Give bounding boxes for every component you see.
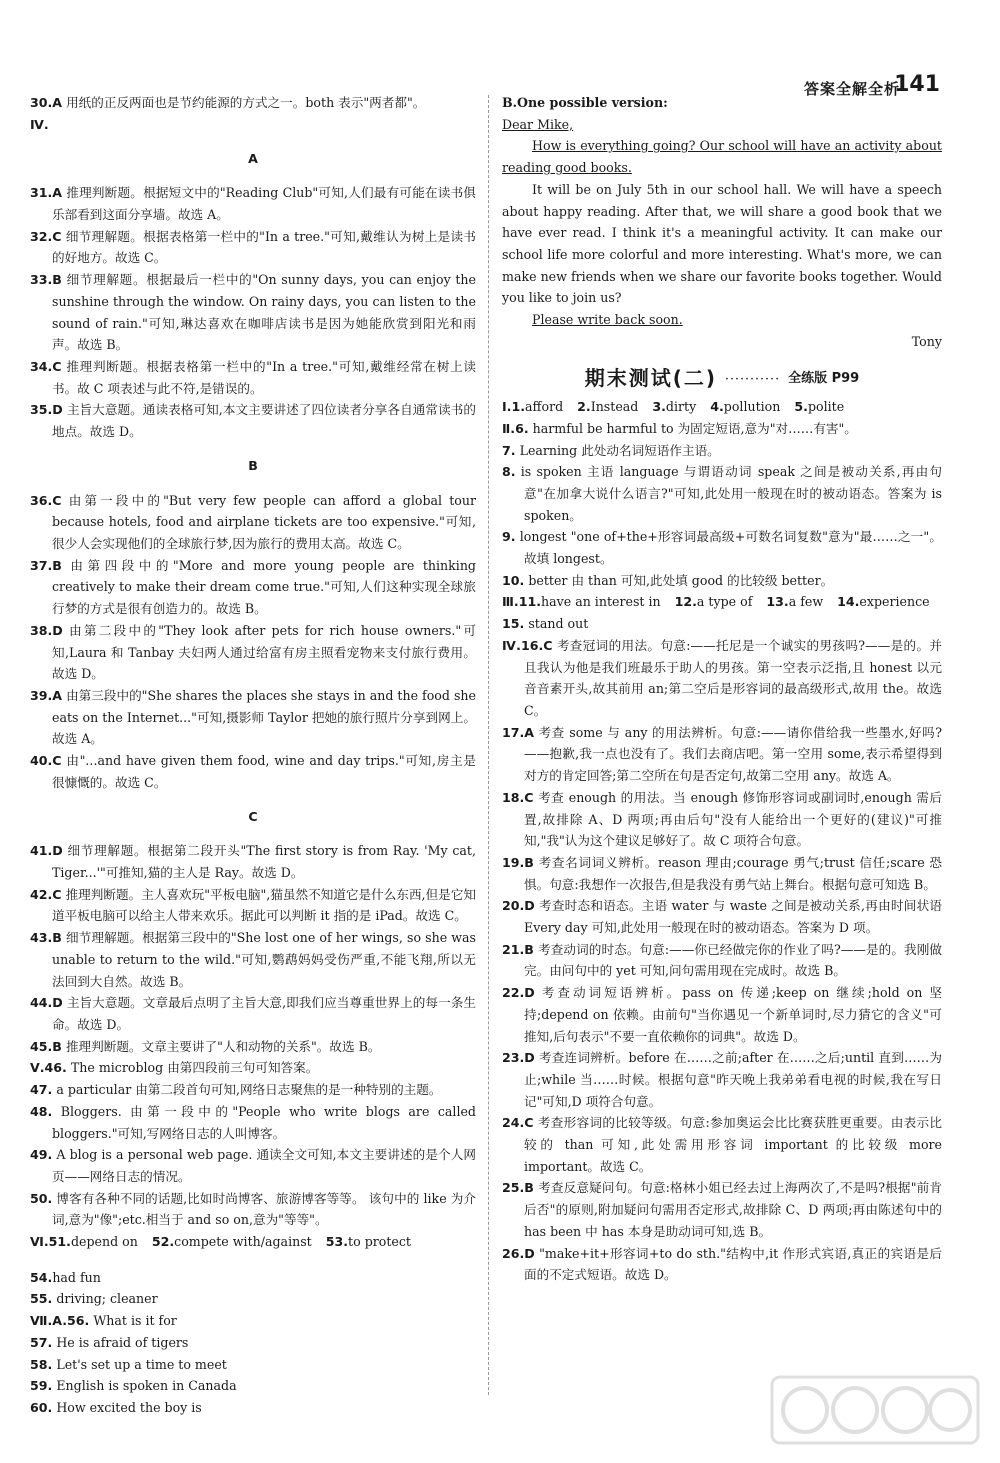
part-label: Ⅳ. — [30, 116, 49, 132]
column-divider — [488, 95, 490, 1395]
answer-number: 18.C — [502, 789, 534, 805]
answer-item — [502, 1047, 942, 1112]
answer-text: 考查动词短语辨析。pass on 传递;keep on 继续;hold on 坚持;depend on 依赖。由前句"当你遇见一个新单词时,尽力猜它的含义"可推知,后句表示"不要一直依赖你的词典"。故选 D。 — [524, 985, 942, 1044]
answer-text: longest "one of+the+形容词最高级+可数名词复数"意为"最……之一"。故填 longest。 — [519, 529, 942, 567]
answer-item — [30, 1188, 476, 1231]
answer-number: 53. — [325, 1234, 349, 1250]
answer-text: a type of — [696, 594, 753, 610]
answer-text: 考查时态和语态。主语 water 与 waste 之间是被动关系,再由时间状语 Every day 可知,此处用一般现在时的被动语态。答案为 D 项。 — [524, 898, 942, 936]
answer-text: experience — [859, 594, 930, 610]
answer-text: to protect — [348, 1234, 411, 1250]
answer-number: 54. — [30, 1269, 53, 1285]
answer-cell — [30, 1231, 138, 1253]
answer-number: 31.A — [30, 185, 63, 201]
answer-number: 37.B — [30, 557, 62, 573]
answer-text: afford — [525, 399, 564, 415]
answer-number: 48. — [30, 1103, 53, 1119]
page-header — [0, 0, 1000, 100]
answer-text: 由第一段中的"But very few people can afford a global tour because hotels, food and airplane tickets are too expensive."可知,很少人会实现他们的全球旅行梦,因为旅行的费用太高。故选 C。 — [52, 492, 476, 552]
leader-dots: ··········· — [725, 371, 781, 387]
answer-number: 20.D — [502, 898, 535, 914]
answer-number: 26.D — [502, 1245, 535, 1261]
answer-text: 考查冠词的用法。句意:——托尼是一个诚实的男孩吗?——是的。并且我认为他是我们班最乐于助人的男孩。第一空表示泛指,且 honest 以元音音素开头,故其前用 an;第二空后是形容词的最高级形式,故用 the。故选 C。 — [524, 637, 942, 718]
header-section-title: 答案全解全析 — [803, 80, 900, 98]
answer-item — [30, 269, 476, 356]
answer-item — [502, 982, 942, 1047]
watermark-logo — [770, 1375, 980, 1445]
answer-cell — [30, 1267, 101, 1289]
answer-item — [502, 635, 942, 722]
answer-text: 用纸的正反两面也是节约能源的方式之一。both 表示"两者都"。 — [66, 95, 426, 110]
answer-number: 60. — [30, 1399, 53, 1415]
answer-number: 59. — [30, 1378, 53, 1394]
answer-item — [30, 182, 476, 225]
answer-item — [30, 356, 476, 399]
answer-item — [30, 1101, 476, 1144]
answer-item — [30, 1036, 476, 1058]
answer-item — [502, 1177, 942, 1242]
answer-text: 考查形容词的比较等级。句意:参加奥运会比比赛获胜更重要。由表示比较的 than 可知,此处需用形容词 important 的比较级 more important。故选 C。 — [524, 1115, 942, 1174]
answer-cell — [502, 396, 563, 418]
answer-text: stand out — [528, 616, 589, 632]
answer-number: 35.D — [30, 402, 63, 418]
answer-item — [502, 1112, 942, 1177]
answer-item — [30, 884, 476, 927]
answer-text: Instead — [590, 399, 639, 415]
answer-text: better 由 than 可知,此处填 good 的比较级 better。 — [528, 572, 834, 588]
answer-text: Learning 此处动名词短语作主语。 — [519, 442, 720, 458]
answer-number: 38.D — [30, 622, 63, 638]
answer-number: 49. — [30, 1147, 53, 1163]
answer-cell — [577, 396, 638, 418]
answer-number: Ⅴ.46. — [30, 1060, 67, 1076]
answer-number: 3. — [652, 399, 666, 415]
answer-item — [30, 490, 476, 555]
exam-title: 期末测试(二) — [584, 366, 718, 391]
answer-cell — [794, 396, 844, 418]
section-label: B — [248, 458, 258, 474]
answer-item — [502, 787, 942, 852]
answer-number: 25.B — [502, 1180, 534, 1196]
section-label: C — [248, 809, 258, 825]
answer-number: 39.A — [30, 687, 63, 703]
answer-text: 考查名词词义辨析。reason 理由;courage 勇气;trust 信任;scare 恐惧。句意:我想作一次报告,但是我没有勇气站上舞台。根据句意可知选 B。 — [524, 854, 942, 892]
answer-text: 推理判断题。文章主要讲了"人和动物的关系"。故选 B。 — [65, 1038, 381, 1054]
answer-text: He is afraid of tigers — [56, 1334, 189, 1350]
answer-text: What is it for — [93, 1313, 177, 1329]
answer-item — [502, 461, 942, 526]
answer-text: 由"...and have given them food, wine and day trips."可知,房主是很慷慨的。故选 C。 — [52, 753, 476, 790]
answer-number: 32.C — [30, 228, 62, 244]
answer-cell — [710, 396, 780, 418]
answer-number: 24.C — [502, 1115, 534, 1131]
answer-row — [502, 396, 942, 418]
answer-item — [30, 1332, 476, 1354]
answer-text: 考查动词的时态。句意:——你已经做完你的作业了吗?——是的。我刚做完。由问句中的 yet 可知,问句需用现在完成时。故选 B。 — [524, 941, 942, 979]
answer-cell — [675, 591, 753, 613]
answer-item — [30, 1375, 476, 1397]
answer-item — [30, 1354, 476, 1376]
answer-cell — [652, 396, 696, 418]
answer-number: 34.C — [30, 358, 62, 374]
answer-number: 22.D — [502, 985, 535, 1001]
answer-item — [502, 722, 942, 787]
answer-item — [30, 1057, 476, 1079]
letter-paragraph-3: Please write back soon. — [532, 312, 683, 328]
answer-text: Bloggers. 由第一段中的"People who write blogs are called bloggers."可知,写网络日志的人叫博客。 — [52, 1103, 476, 1141]
answer-cell — [766, 591, 823, 613]
answer-text: 考查 some 与 any 的用法辨析。句意:——请你借给我一些墨水,好吗?——抱歉,我一点也没有了。我们去商店吧。第一空用 some,表示希望得到对方的肯定回答;第二空所在句是否定句,故第二空用 any。故选 A。 — [524, 724, 942, 784]
letter-signature: Tony — [911, 333, 942, 349]
answer-text: 推理判断题。根据表格第一栏中的"In a tree."可知,戴维经常在树上读书。故 C 项表述与此不符,是错误的。 — [52, 358, 476, 396]
answer-text: "make+it+形容词+to do sth."结构中,it 作形式宾语,真正的宾语是后面的不定式短语。故选 D。 — [524, 1245, 942, 1283]
answer-number: 5. — [794, 399, 808, 415]
answer-item — [30, 1288, 476, 1310]
answer-number: 52. — [151, 1234, 175, 1250]
answer-text: 由第二段中的"They look after pets for rich house owners."可知,Laura 和 Tanbay 夫妇两人通过给富有房主照看宠物来支付旅行费用。故选 D。 — [52, 622, 476, 682]
answer-text: 细节理解题。根据第三段中的"She lost one of her wings, so she was unable to return to the wild."可知,鹦鹉妈妈受伤严重,不能飞翔,所以无法回到大自然。故选 B。 — [52, 930, 476, 989]
letter-paragraph-2: It will be on July 5th in our school hall. We will have a speech about happy reading. After that, we will share a good book that we have ever read. I think it's a meaningful activity. It can make our school life more colorful and more interesting. What's more, we can make new friends when we share our favorite books together. Would you like to join us? — [502, 181, 942, 306]
exam-title-row — [502, 368, 942, 390]
right-column — [502, 92, 942, 1286]
answer-number: 42.C — [30, 886, 62, 902]
answer-text: harmful be harmful to 为固定短语,意为"对……有害"。 — [532, 420, 857, 436]
answer-text: 考查反意疑问句。句意:格林小姐已经去过上海两次了,不是吗?根据"前肯后否"的原则,附加疑问句需用否定形式,故排除 C、D 两项;再由陈述句中的 has been 中 has 本身是助动词可知,选 B。 — [524, 1180, 942, 1239]
answer-text: 考查 enough 的用法。当 enough 修饰形容词或副词时,enough 需后置,故排除 A、D 两项;再由后句"没有人能给出一个更好的(建议)"可推知,"我"认为这个建议足够好了。故 C 项符合句意。 — [524, 789, 942, 849]
letter-greeting: Dear Mike, — [502, 116, 574, 132]
answer-number: Ⅵ.51. — [30, 1234, 71, 1250]
answer-number: Ⅲ.11. — [502, 594, 541, 610]
answer-item — [30, 750, 476, 793]
answer-text: How excited the boy is — [56, 1399, 202, 1415]
answer-text: 推理判断题。主人喜欢玩"平板电脑",猫虽然不知道它是什么东西,但是它知道平板电脑可以给主人带来欢乐。据此可以判断 it 指的是 iPad。故选 C。 — [52, 886, 476, 924]
answer-number: 14. — [837, 594, 860, 610]
answer-number: 43.B — [30, 930, 62, 946]
answer-number: 10. — [502, 572, 525, 588]
answer-item — [30, 927, 476, 992]
letter-paragraph-1: How is everything going? Our school will have an activity about reading good books. — [502, 138, 942, 176]
answer-cell — [837, 591, 930, 613]
answer-text: 考查连词辨析。before 在……之前;after 在……之后;until 直到……为止;while 当……时候。根据句意"昨天晚上我弟弟看电视的时候,我在写日记"可知,D 项符合句意。 — [524, 1050, 942, 1109]
answer-number: 21.B — [502, 941, 534, 957]
letter-heading: B.One possible version: — [502, 95, 668, 110]
answer-number: 41.D — [30, 843, 63, 859]
answer-text: have an interest in — [541, 594, 661, 610]
answer-number: 15. — [502, 616, 525, 632]
answer-item — [502, 440, 942, 462]
answer-number: 9. — [502, 529, 516, 545]
answer-item — [502, 418, 942, 440]
answer-item — [502, 939, 942, 982]
answer-item — [502, 613, 942, 635]
answer-text: 博客有各种不同的话题,比如时尚博客、旅游博客等等。 该句中的 like 为介词,意为"像";etc.相当于 and so on,意为"等等"。 — [52, 1190, 476, 1228]
answer-item — [30, 92, 476, 114]
answer-number: Ⅰ.1. — [502, 399, 526, 415]
answer-text: 主旨大意题。文章最后点明了主旨大意,即我们应当尊重世界上的每一条生命。故选 D。 — [52, 995, 476, 1032]
answer-number: 55. — [30, 1291, 53, 1307]
answer-number: 12. — [674, 594, 697, 610]
answer-number: 44.D — [30, 995, 63, 1011]
answer-number: 19.B — [502, 854, 534, 870]
answer-number: 36.C — [30, 492, 62, 508]
answer-number: 8. — [502, 464, 516, 480]
exam-answers — [502, 396, 942, 1286]
answer-number: 17.A — [502, 724, 535, 740]
answer-text: had fun — [52, 1269, 101, 1285]
answer-number: 58. — [30, 1356, 53, 1372]
answer-number: Ⅶ.A.56. — [30, 1313, 90, 1329]
answer-text: dirty — [665, 399, 697, 415]
answer-item — [30, 1079, 476, 1101]
answer-item — [30, 992, 476, 1035]
answer-item — [30, 1310, 476, 1332]
answer-item — [30, 226, 476, 269]
left-column — [30, 92, 476, 1419]
answer-number: 2. — [577, 399, 591, 415]
answer-text: depend on — [70, 1234, 138, 1250]
answer-number: Ⅳ.16.C — [502, 637, 553, 653]
answer-item — [30, 1397, 476, 1419]
answer-text: 细节理解题。根据最后一栏中的"On sunny days, you can enjoy the sunshine through the window. On rainy days, you can listen to the sound of rain."可知,琳达喜欢在咖啡店读书是因为她能欣赏到阳光和雨声。故选 B。 — [52, 272, 476, 353]
answer-number: 50. — [30, 1190, 53, 1206]
answer-text: English is spoken in Canada — [56, 1378, 237, 1394]
answer-number: Ⅱ.6. — [502, 420, 529, 436]
answer-number: 13. — [766, 594, 789, 610]
answer-cell — [152, 1231, 312, 1253]
answer-text: The microblog 由第四段前三句可知答案。 — [70, 1060, 319, 1076]
answer-item — [502, 526, 942, 569]
answer-number: 33.B — [30, 272, 62, 288]
answer-number: 45.B — [30, 1038, 62, 1054]
answer-text: 由第三段中的"She shares the places she stays in and the food she eats on the Internet..."可知,摄影师 Taylor 把她的旅行照片分享到网上。故选 A。 — [52, 687, 476, 747]
answer-row — [502, 591, 942, 613]
answer-item — [30, 1144, 476, 1187]
page-number: 141 — [894, 72, 940, 97]
answer-number: 30.A — [30, 95, 63, 110]
letter-section — [502, 92, 942, 352]
answer-text: 推理判断题。根据短文中的"Reading Club"可知,人们最有可能在读书俱乐部看到这面分享墙。故选 A。 — [52, 185, 476, 222]
answer-text: a few — [788, 594, 824, 610]
answer-text: is spoken 主语 language 与谓语动词 speak 之间是被动关系,再由句意"在加拿大说什么语言?"可知,此处用一般现在时的被动语态。答案为 is spoken。 — [520, 464, 942, 523]
answer-number: 57. — [30, 1334, 53, 1350]
answer-text: pollution — [723, 399, 781, 415]
answer-text: A blog is a personal web page. 通读全文可知,本文主要讲述的是个人网页——网络日志的情况。 — [52, 1147, 476, 1184]
answer-number: 4. — [710, 399, 724, 415]
answer-text: Let's set up a time to meet — [56, 1356, 227, 1372]
answer-cell — [326, 1231, 411, 1253]
answer-number: 40.C — [30, 753, 62, 769]
answer-number: 7. — [502, 442, 516, 458]
answer-text: 由第四段中的"More and more young people are thinking creatively to make their dream come true."可知,人们这种实现全球旅行梦的方式是很有创造力的。故选 B。 — [52, 557, 476, 617]
answer-number: 47. — [30, 1082, 53, 1098]
exam-page-ref: 全练版 P99 — [788, 371, 860, 387]
answer-cell — [502, 591, 661, 613]
answer-item — [30, 620, 476, 685]
answer-item — [502, 1243, 942, 1286]
answer-text: 细节理解题。根据表格第一栏中的"In a tree."可知,戴维认为树上是读书的好地方。故选 C。 — [52, 228, 476, 266]
answer-text: compete with/against — [174, 1234, 312, 1250]
answer-item — [30, 399, 476, 442]
answer-item — [30, 555, 476, 620]
answer-text: a particular 由第二段首句可知,网络日志聚焦的是一种特别的主题。 — [56, 1082, 442, 1098]
answer-text: 细节理解题。根据第二段开头"The first story is from Ray. 'My cat, Tiger...'"可推知,猫的主人是 Ray。故选 D。 — [52, 843, 476, 881]
answer-row — [30, 1231, 476, 1288]
answer-item — [30, 840, 476, 883]
answer-item — [502, 852, 942, 895]
answer-text: 主旨大意题。通读表格可知,本文主要讲述了四位读者分享各自通常读书的地点。故选 D。 — [52, 402, 476, 440]
answer-item — [502, 895, 942, 938]
answer-item — [30, 685, 476, 750]
answer-text: driving; cleaner — [56, 1291, 158, 1307]
answer-text: polite — [807, 399, 845, 415]
section-label: A — [248, 151, 258, 166]
answer-item — [502, 570, 942, 592]
answer-number: 23.D — [502, 1050, 535, 1066]
